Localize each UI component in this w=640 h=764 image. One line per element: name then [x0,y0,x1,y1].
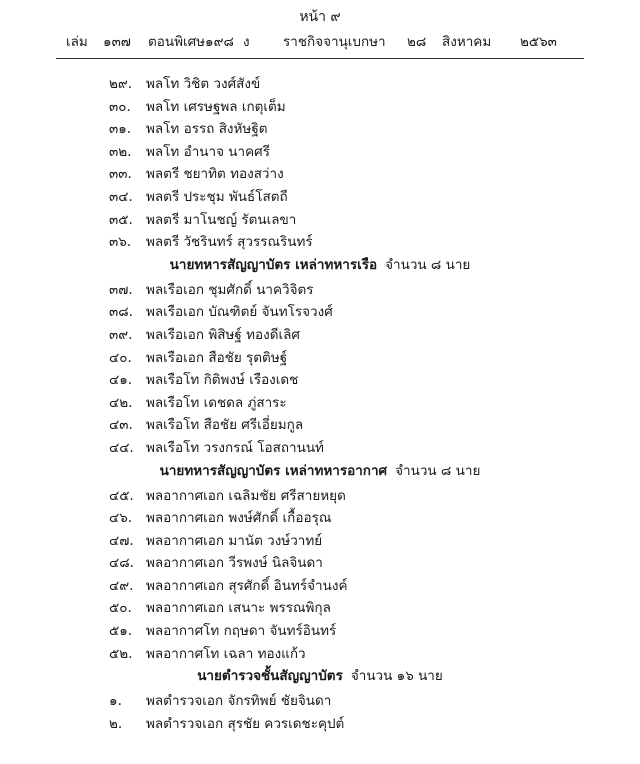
section-navy [0,253,640,459]
entry-number: ๔๖. [109,510,133,527]
section-count: จำนวน ๘ นาย [385,256,471,273]
entry-name: พลเรือโท วรงกรณ์ โอสถานนท์ [146,439,324,456]
section-army-continued [0,72,640,253]
entry-name: พลตรี มาโนชญ์ รัตนเลขา [146,211,297,228]
entry-number: ๓๔. [109,188,133,205]
entry-number: ๔๑. [109,372,133,389]
section-heading [0,253,640,278]
date-day: ๒๘ [407,34,427,50]
section-heading [0,664,640,689]
entry-name: พลอากาศเอก สุรศักดิ์ อินทร์จำนงค์ [146,577,348,594]
section-count: จำนวน ๑๖ นาย [350,668,443,685]
date-year: ๒๕๖๓ [520,34,557,50]
list-item [0,208,640,231]
list-item [0,642,640,665]
special-issue-label: ตอนพิเศษ [148,34,206,50]
list-item [0,300,640,323]
entry-name: พลโท วิชิต วงศ์สังข์ [146,76,261,92]
list-item [0,436,640,459]
entry-number: ๓๘. [109,304,133,321]
list-item [0,185,640,208]
entry-name: พลอากาศเอก มานัต วงษ์วาทย์ [146,532,323,549]
entry-name: พลอากาศเอก วีรพงษ์ นิลจินดา [146,555,323,572]
list-item [0,551,640,574]
entry-name: พลโท อรรถ สิงหัษฐิต [146,121,268,138]
list-item [0,506,640,529]
entry-number: ๓๙. [109,326,133,343]
entry-name: พลอากาศเอก เฉลิมชัย ศรีสายหยุด [146,487,346,504]
section-heading [0,459,640,484]
entry-number: ๓๖. [109,234,132,251]
entry-number: ๓๒. [109,143,132,160]
section-title: นายทหารสัญญาบัตร เหล่าทหารอากาศ [159,462,388,479]
entry-number: ๓๕. [109,211,133,228]
list-item [0,484,640,507]
entry-name: พลตำรวจเอก จักรทิพย์ ชัยจินดา [146,693,332,710]
list-item [0,95,640,118]
list-item [0,574,640,597]
page-number: หน้า ๙ [299,9,341,25]
entry-number: ๔๗. [109,532,134,549]
list-item [0,140,640,163]
entry-name: พลเรือเอก ชุมศักดิ์ นาควิจิตร [146,281,314,298]
list-item [0,278,640,301]
special-issue-letter: ง [243,34,250,50]
entry-number: ๔๒. [109,394,133,411]
entry-number: ๔๓. [109,417,133,434]
entry-number: ๔๕. [109,487,134,504]
entry-name: พลเรือโท สือชัย ศรีเอี่ยมกูล [146,417,304,434]
list-item [0,596,640,619]
section-count: จำนวน ๘ นาย [395,462,481,479]
entry-name: พลโท เศรษฐพล เกตุเต็ม [146,98,286,115]
list-item [0,72,640,95]
gazette-header [0,30,640,54]
entry-number: ๓๐. [109,98,131,115]
entry-name: พลโท อำนาจ นาคศรี [146,143,270,160]
entry-number: ๓๑. [109,121,132,138]
entry-name: พลอากาศเอก พงษ์ศักดิ์ เกื้ออรุณ [146,510,332,527]
entry-name: พลเรือเอก สือชัย รุตติษฐ์ [146,349,288,366]
entry-name: พลตรี วัชรินทร์ สุวรรณรินทร์ [146,234,313,251]
entry-number: ๒๙. [109,76,133,92]
list-item [0,712,640,735]
entry-number: ๑. [109,693,122,710]
document-body [0,72,640,734]
entry-name: พลเรือโท กิติพงษ์ เรืองเดช [146,372,299,389]
entry-number: ๔๙. [109,577,134,594]
gazette-title: ราชกิจจานุเบกษา [283,34,386,50]
entry-name: พลตำรวจเอก สุรชัย ควรเดชะคุปต์ [146,715,345,732]
section-air-force [0,459,640,665]
list-item [0,323,640,346]
entry-name: พลเรือโท เดชดล ภู่สาระ [146,394,287,411]
list-item [0,391,640,414]
entry-name: พลเรือเอก พิสิษฐ์ ทองดีเลิศ [146,326,300,343]
entry-number: ๔๐. [109,349,132,366]
entry-name: พลตรี ชยาทิต ทองสว่าง [146,166,284,183]
list-item [0,413,640,436]
list-item [0,162,640,185]
list-item [0,346,640,369]
list-item [0,230,640,253]
list-item [0,619,640,642]
entry-number: ๕๑. [109,623,133,640]
list-item [0,368,640,391]
date-month: สิงหาคม [442,34,492,50]
entry-name: พลอากาศโท กฤษดา จันทร์อินทร์ [146,623,337,640]
volume-number: ๑๓๗ [103,34,131,50]
section-police [0,664,640,734]
list-item [0,117,640,140]
entry-name: พลอากาศโท เฉลา ทองแก้ว [146,645,306,662]
entry-number: ๓๓. [109,166,132,183]
volume-label: เล่ม [66,34,88,50]
entry-number: ๕๐. [109,600,132,617]
section-title: นายตำรวจชั้นสัญญาบัตร [197,668,343,685]
entry-number: ๒. [109,715,123,732]
entry-name: พลเรือเอก บัณฑิตย์ จันทโรจวงศ์ [146,304,333,321]
header-divider [56,58,584,59]
list-item [0,529,640,552]
section-title: นายทหารสัญญาบัตร เหล่าทหารเรือ [169,256,378,273]
special-issue-number: ๑๙๘ [205,34,234,50]
entry-number: ๓๗. [109,281,133,298]
entry-number: ๕๒. [109,645,133,662]
entry-name: พลอากาศเอก เสนาะ พรรณพิกุล [146,600,331,617]
entry-number: ๔๔. [109,439,134,456]
entry-number: ๔๘. [109,555,134,572]
list-item [0,689,640,712]
entry-name: พลตรี ประชุม พันธ์โสตถี [146,188,288,205]
